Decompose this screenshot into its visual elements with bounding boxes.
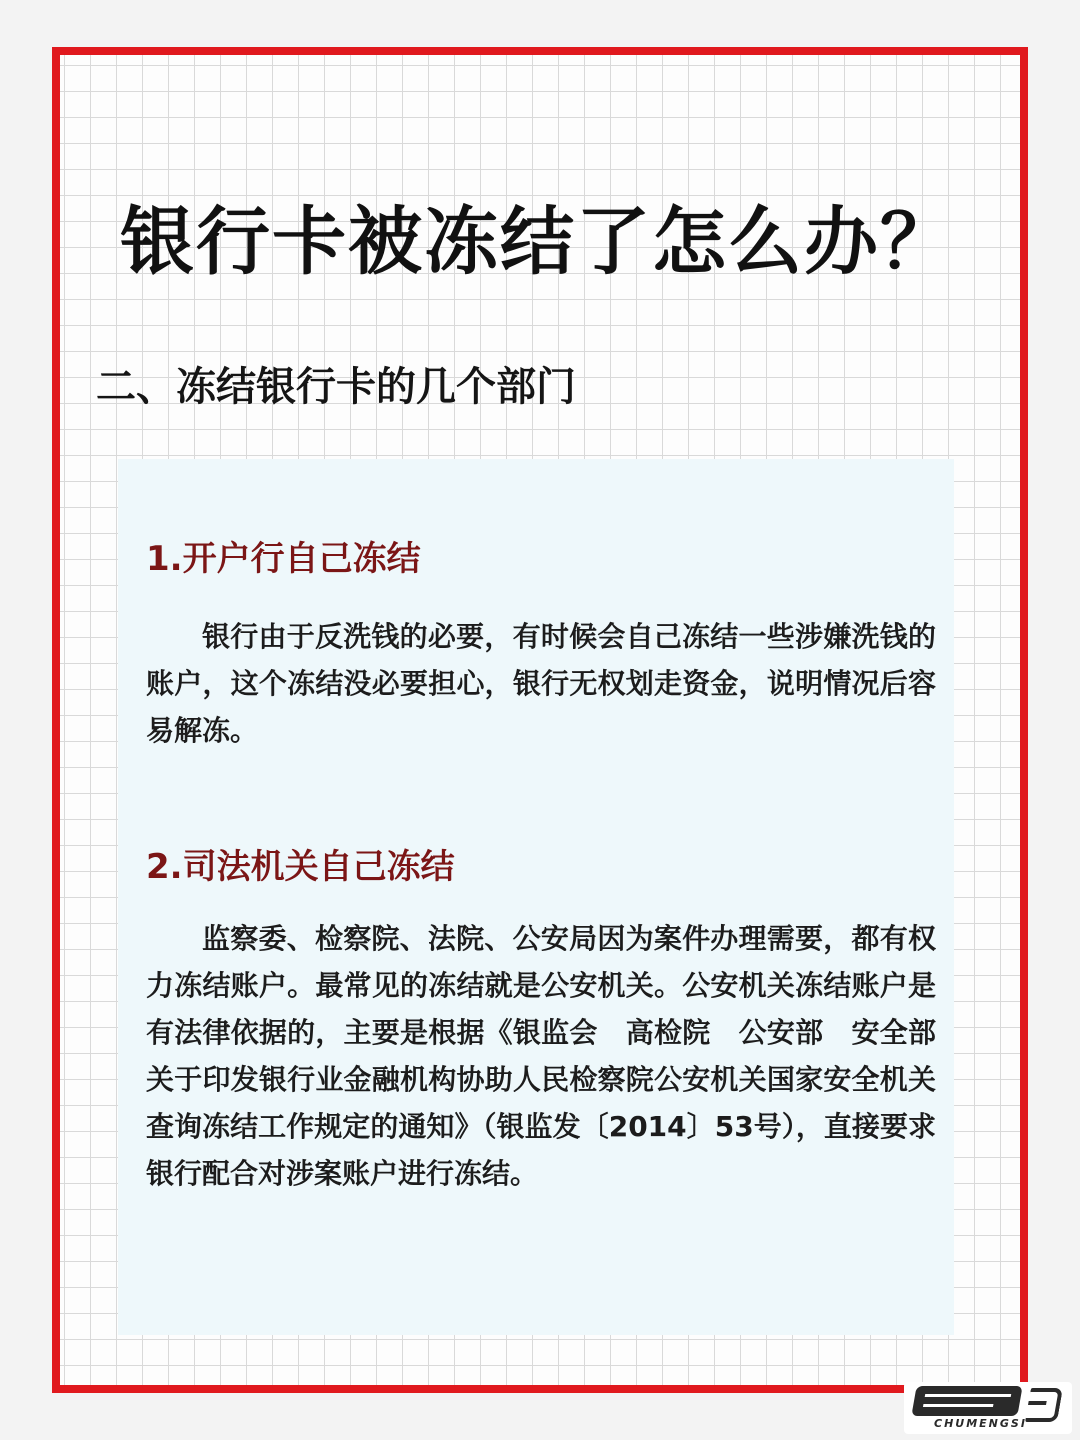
item-body-1: 银行由于反洗钱的必要，有时候会自己冻结一些涉嫌洗钱的账户，这个冻结没必要担心，银行无权划走资金，说明情况后容易解冻。 [146,620,936,747]
chumengsi-logo-icon [911,1386,1022,1416]
page-title: 银行卡被冻结了怎么办？ [120,199,956,285]
item-heading-1: 1.开户行自己冻结 [146,539,421,579]
item-heading-2: 2.司法机关自己冻结 [146,847,455,887]
article-frame [52,47,1028,1393]
watermark-mark-icon [1025,1388,1063,1422]
item-body-2: 监察委、检察院、法院、公安局因为案件办理需要，都有权力冻结账户。最常见的冻结就是公安机关。公安机关冻结账户是有法律依据的，主要是根据《银监会 高检院 公安部 安全部关于印发银行业金融机构协助人民检察院公安机关国家安全机关查询冻结工作规定的通知》（银监发〔2014〕53号），直接要求银行配合对涉案账户进行冻结。 [146,922,936,1190]
section-title: 二、冻结银行卡的几个部门 [96,364,576,410]
watermark-text: CHUMENGSI [934,1417,1027,1430]
content-card [118,459,954,1335]
watermark [904,1382,1072,1434]
